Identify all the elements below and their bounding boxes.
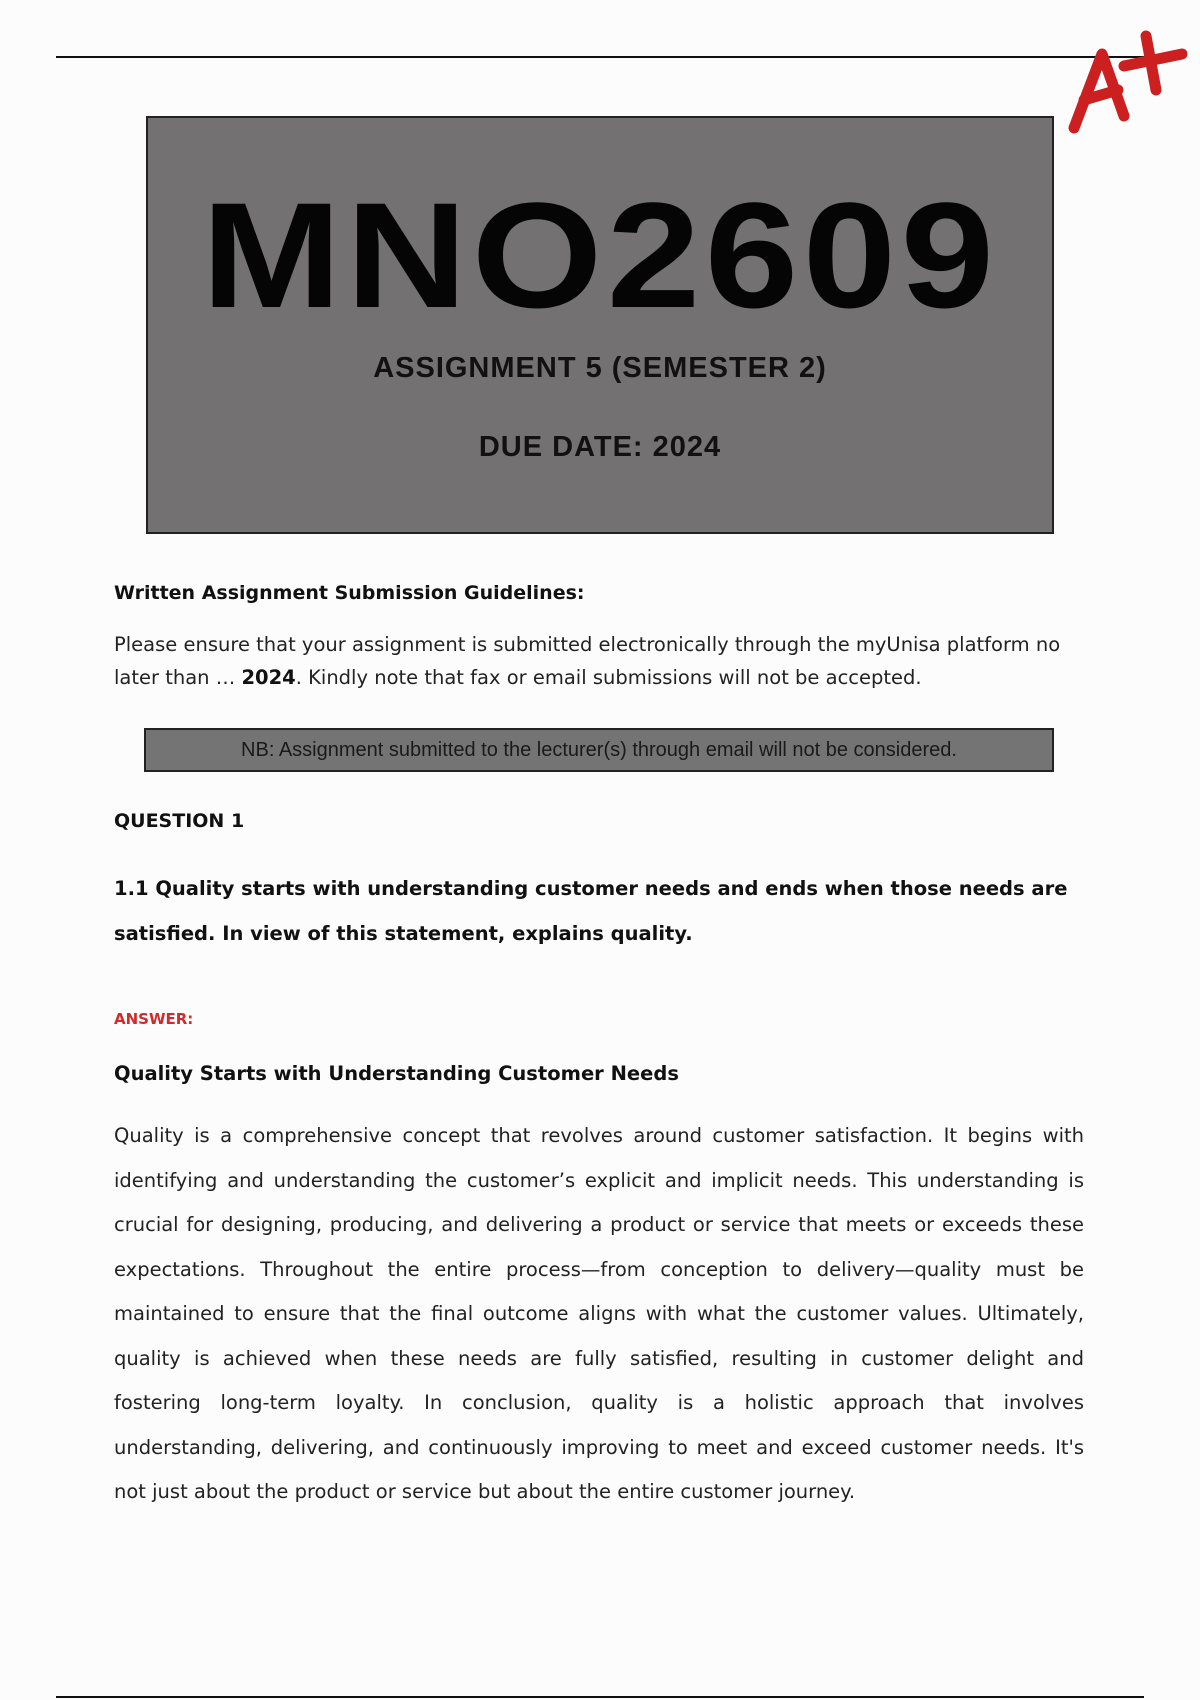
bottom-rule — [56, 1696, 1144, 1698]
answer-label: ANSWER: — [114, 1010, 194, 1028]
top-rule — [56, 56, 1144, 58]
guidelines-heading: Written Assignment Submission Guidelines: — [114, 582, 585, 604]
answer-body: Quality is a comprehensive concept that revolves around customer satisfaction. It begins with identifying and understanding the customer’s explicit and implicit needs. This understanding is crucial for designing, producing, and delivering a product or service that meets or exceeds these expectations. Throughout the entire process—from conception to delivery—quality must be maintained to ensure that the final outcome aligns with what the customer values. Ultimately, quality is achieved when these needs are fully satisfied, resulting in customer delight and fostering long-term loyalty. In conclusion, quality is a holistic approach that involves understanding, delivering, and continuously improving to meet and exceed customer needs. It's not just about the product or service but about the entire customer journey. — [114, 1124, 1084, 1503]
notice-box: NB: Assignment submitted to the lecturer(s) through email will not be considered. — [144, 728, 1054, 772]
cover-title-box — [146, 116, 1054, 534]
guidelines-text — [114, 628, 1084, 694]
guidelines-text-end: . Kindly note that fax or email submissions will not be accepted. — [295, 666, 922, 689]
course-code: MNO2609 — [201, 171, 999, 339]
guidelines-text-start: Please ensure that your assignment is submitted electronically through the myUnisa platform no later than … — [114, 633, 1061, 689]
guidelines-deadline-year: 2024 — [241, 666, 296, 689]
question-text: 1.1 Quality starts with understanding customer needs and ends when those needs are satisfied. In view of this statement, explains quality. — [114, 877, 1068, 945]
question-heading: QUESTION 1 — [114, 810, 245, 832]
grade-stamp-icon — [1060, 20, 1192, 140]
due-date: DUE DATE: 2024 — [478, 431, 722, 463]
assignment-title: ASSIGNMENT 5 (SEMESTER 2) — [373, 352, 827, 384]
answer-heading: Quality Starts with Understanding Customer Needs — [114, 1062, 679, 1085]
